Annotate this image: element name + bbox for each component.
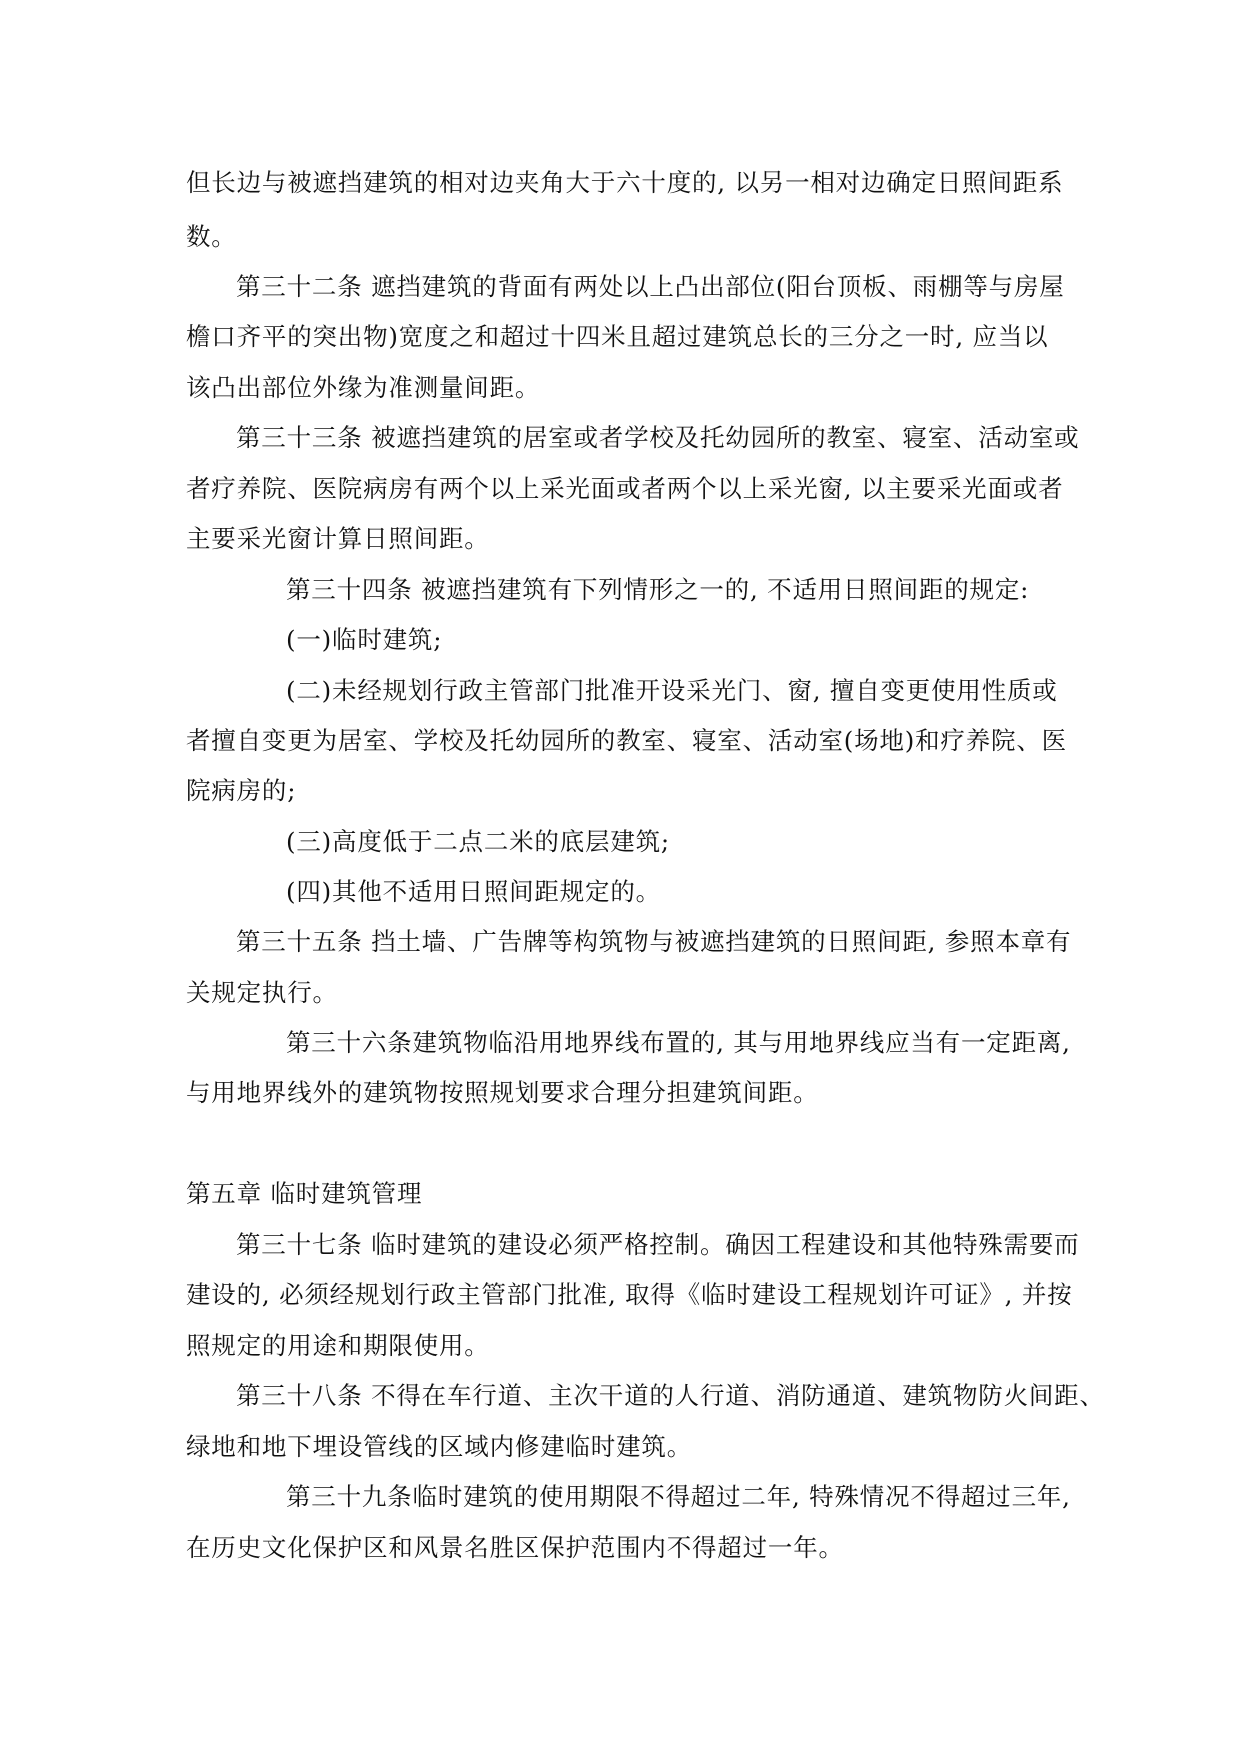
article-36-heading: 第三十六条建筑物临沿用地界线布置的, 其与用地界线应当有一定距离, [286,1028,1071,1057]
text-line: 照规定的用途和期限使用。 [186,1331,490,1360]
article-34-heading: 第三十四条 被遮挡建筑有下列情形之一的, 不适用日照间距的规定: [286,575,1030,604]
chapter-heading: 第五章 临时建筑管理 [186,1179,423,1208]
text-line: 与用地界线外的建筑物按照规划要求合理分担建筑间距。 [186,1078,819,1107]
text-line: 在历史文化保护区和风景名胜区保护范围内不得超过一年。 [186,1533,844,1562]
text-line: 该凸出部位外缘为准测量间距。 [186,373,541,402]
text-line: 但长边与被遮挡建筑的相对边夹角大于六十度的, 以另一相对边确定日照间距系 [186,168,1064,197]
text-line: 院病房的; [186,776,297,805]
text-line: 主要采光窗计算日照间距。 [186,524,490,553]
list-item: (四)其他不适用日照间距规定的。 [286,877,661,906]
text-line: 数。 [186,222,237,251]
text-line: 关规定执行。 [186,978,338,1007]
list-item: (二)未经规划行政主管部门批准开设采光门、窗, 擅自变更使用性质或 [286,676,1058,705]
article-33-heading: 第三十三条 被遮挡建筑的居室或者学校及托幼园所的教室、寝室、活动室或 [236,423,1080,452]
text-line: 者疗养院、医院病房有两个以上采光面或者两个以上采光窗, 以主要采光面或者 [186,474,1064,503]
article-39-heading: 第三十九条临时建筑的使用期限不得超过二年, 特殊情况不得超过三年, [286,1482,1071,1511]
text-line: 绿地和地下埋设管线的区域内修建临时建筑。 [186,1432,692,1461]
list-item: (一)临时建筑; [286,625,443,654]
text-line: 建设的, 必须经规划行政主管部门批准, 取得《临时建设工程规划许可证》, 并按 [186,1280,1073,1309]
article-35-heading: 第三十五条 挡土墙、广告牌等构筑物与被遮挡建筑的日照间距, 参照本章有 [236,927,1072,956]
list-item: (三)高度低于二点二米的底层建筑; [286,827,670,856]
article-32-heading: 第三十二条 遮挡建筑的背面有两处以上凸出部位(阳台顶板、雨棚等与房屋 [236,272,1065,301]
article-38-heading: 第三十八条 不得在车行道、主次干道的人行道、消防通道、建筑物防火间距、 [236,1381,1105,1410]
text-line: 者擅自变更为居室、学校及托幼园所的教室、寝室、活动室(场地)和疗养院、医 [186,726,1067,755]
text-line: 檐口齐平的突出物)宽度之和超过十四米且超过建筑总长的三分之一时, 应当以 [186,322,1049,351]
article-37-heading: 第三十七条 临时建筑的建设必须严格控制。确因工程建设和其他特殊需要而 [236,1230,1080,1259]
